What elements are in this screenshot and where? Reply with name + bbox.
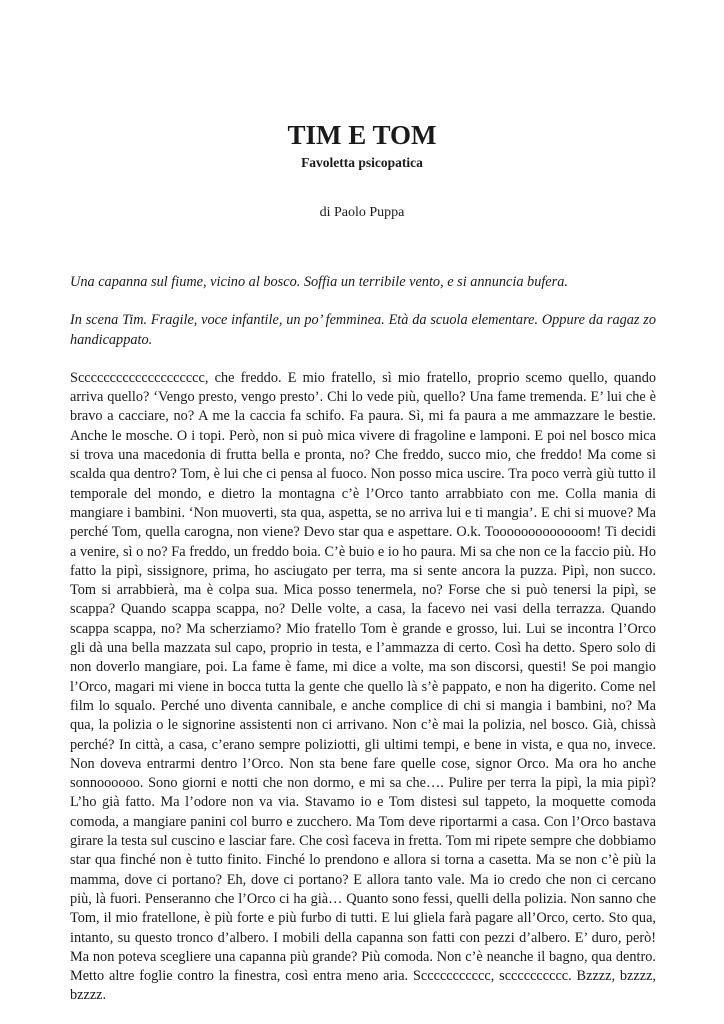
- document-author: di Paolo Puppa: [319, 205, 405, 220]
- document-subtitle: Favoletta psicopatica: [301, 155, 423, 170]
- stage-direction-setting: Una capanna sul fiume, vicino al bosco. Soffia un terribile vento, e si annuncia bufera.: [70, 274, 568, 290]
- document-title: TIM E TOM: [287, 120, 437, 150]
- monologue-paragraph: Scccccccccccccccccccc, che freddo. E mio fratello, sì mio fratello, proprio scemo quello, quando arriva quello? ‘Vengo presto, vengo presto’. Chi lo vede più, quello? Una fame tremenda. E’ lui che è bravo a cacciare, no? A me la caccia fa schifo. Fa paura. Sì, mi fa paura a me ammazzare le bestie. Anche le mosche. O i topi. Però, non si può mica vivere di fragoline e lamponi. E poi nel bosco mica si trova una macedonia di frutta bella e pronta, no? Che freddo, succo mio, che freddo! Ma come si scalda qua dentro? Tom, è lui che ci pensa al fuoco. Non posso mica uscire. Tra poco verrà giù tutto il temporale del mondo, e dietro la montagna c’è l’Orco tanto arrabbiato con me. Colla mania di mangiare i bambini. ‘Non muoverti, sta qua, aspetta, se no arriva lui e ti mangia’. E chi si muove? Ma perché Tom, quella carogna, non viene? Devo star qua e aspettare. O.k. Tooooooooooooom! Ti decidi a venire, sì o no? Fa freddo, un freddo boia. C’è buio e io ho paura. Mi sa che non ce la faccio più. Ho fatto la pipì, sissignore, prima, ho asciugato per terra, ma si sente ancora la puzza. Pipì, non succo. Tom si arrabbierà, ma è colpa sua. Mica posso tenermela, no? Forse che si può tenersi la pipì, se scappa? Quando scappa scappa, no? Delle volte, a casa, la facevo nei vasi della terrazza. Quando scappa scappa, no? Ma scherziamo? Mio fratello Tom è grande e grosso, lui. Lui se incontra l’Orco gli dà una bella mazzata sul capo, proprio in testa, e l’ammazza di certo. Così ha detto. Spero solo di non doverlo mangiare, poi. La fame è fame, mi dice a volte, ma son discorsi, questi! Se poi mangio l’Orco, magari mi viene in bocca tutta la gente che quello là s’è pappato, e non ha digerito. Come nel film lo squalo. Perché uno diventa cannibale, e anche complice di chi si mangia i bambini, no? Ma qua, la polizia o le signorine assistenti non ci arrivano. Non c’è mai la polizia, nel bosco. Già, chissà perché? In città, a casa, c’erano sempre poliziotti, gli ultimi tempi, e bene in vista, e qua no, invece. Non doveva entrarmi dentro l’Orco. Non sta bene fare quelle cose, signor Orco. Ma ora ho anche sonnoooooo. Sono giorni e notti che non dormo, e mi sa che…. Pulire per terra la pipì, la mia pipì? L’ho già fatto. Ma l’odore non va via. Stavamo io e Tom distesi sul tappeto, la moquette comoda comoda, a mangiare panini col burro e zucchero. Ma Tom deve riportarmi a casa. Con l’Orco bastava girare la testa sul cuscino e lasciar fare. Che così faceva in fretta. Tom mi ripete sempre che dobbiamo star qua finché non è tutto finito. Finché lo prendono e allora si torna a casetta. Ma se non c’è più la mamma, dove ci portano? Eh, dove ci portano? E allora tanto vale. Ma io credo che non ci cercano più, là fuori. Penseranno che l’Orco ci ha già… Quanto sono fessi, quelli della polizia. Non sanno che Tom, il mio fratellone, è più forte e più furbo di tutti. E lui gliela farà pagare all’Orco, certo. Sto qua, intanto, su questo tronco d’albero. I mobili della capanna son fatti con pezzi d’albero. E’ duro, però! Ma non poteva scegliere una capanna più grande? Più comoda. Non c’è neanche il bagno, qua dentro. Metto altre foglie contro la finestra, così entra meno aria. Sccccccccccc, scccccccccc. Bzzzz, bzzzz, bzzzz.: [70, 369, 656, 1004]
- document-body: [70, 273, 656, 1006]
- stage-direction-character: In scena Tim. Fragile, voce infantile, un po’ femminea. Età da scuola elementare. Oppure da ragaz zo handicappato.: [70, 312, 656, 348]
